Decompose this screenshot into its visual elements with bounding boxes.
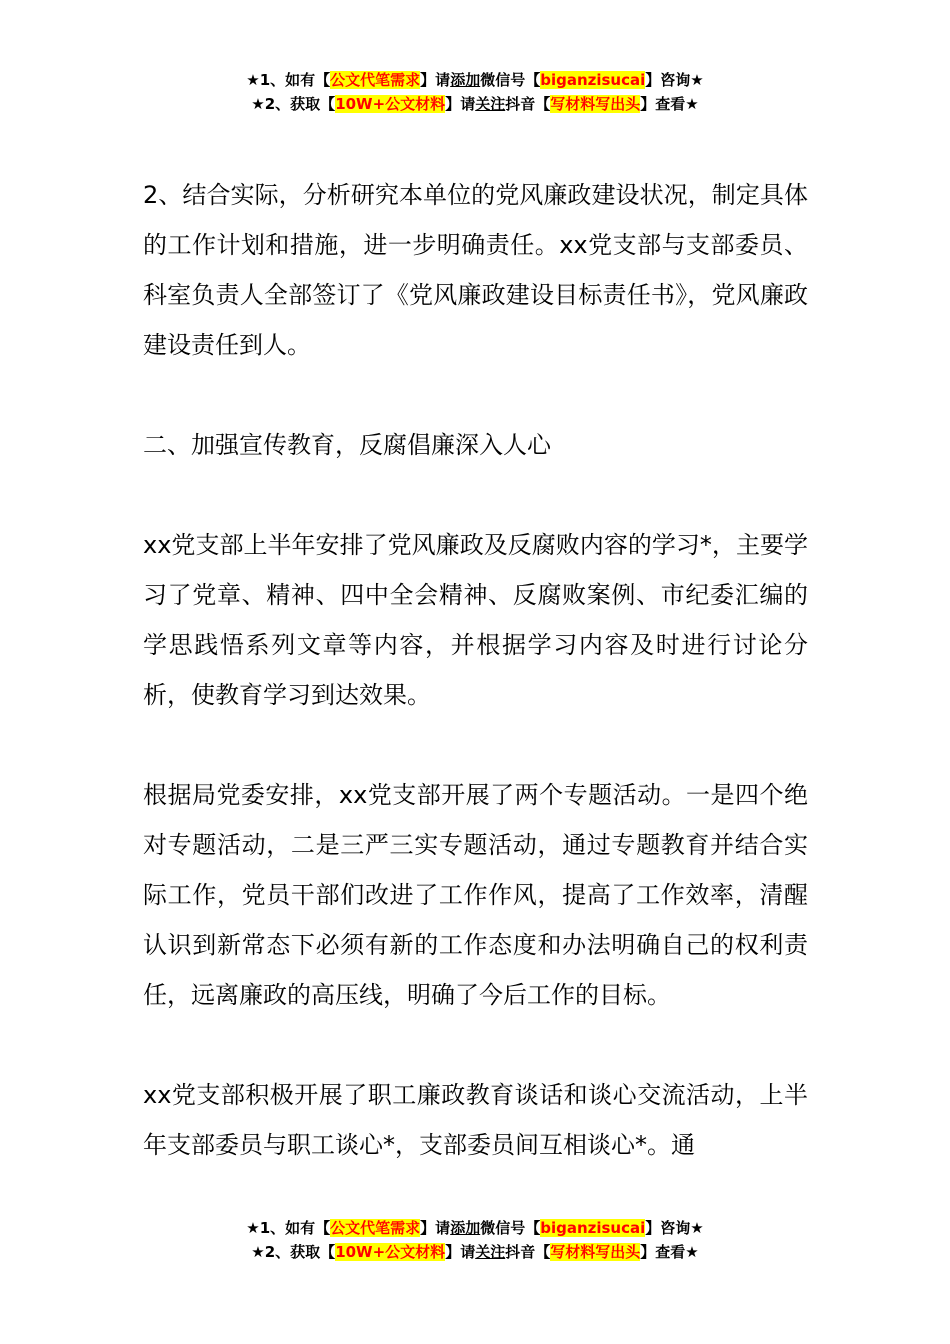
footer-banner xyxy=(0,1216,950,1264)
footer-line-2-mid2: 抖音【 xyxy=(505,1243,551,1261)
header-line-1 xyxy=(0,68,950,92)
paragraph-talks: xx党支部积极开展了职工廉政教育谈话和谈心交流活动，上半年支部委员与职工谈心*，支部委员间互相谈心*。通 xyxy=(143,1081,808,1159)
footer-line-2-prefix: ★2、获取【 xyxy=(251,1243,336,1261)
header-line-1-highlight-service: 公文代笔需求 xyxy=(330,71,421,89)
header-line-1-suffix: 】咨询★ xyxy=(645,71,704,89)
header-banner xyxy=(0,68,950,116)
header-line-2-mid2: 抖音【 xyxy=(505,95,551,113)
header-line-1-mid2: 微信号【 xyxy=(480,71,541,89)
header-line-2-highlight-douyin: 写材料写出头 xyxy=(550,95,641,113)
header-line-2-mid: 】请 xyxy=(445,95,476,113)
header-line-1-emphasis: 添加 xyxy=(450,71,481,89)
section-heading-education: 二、加强宣传教育，反腐倡廉深入人心 xyxy=(143,431,551,459)
header-line-1-mid: 】请 xyxy=(420,71,451,89)
footer-line-1-highlight-wechat: biganzisucai xyxy=(540,1219,646,1237)
footer-line-1-highlight-service: 公文代笔需求 xyxy=(330,1219,421,1237)
header-line-1-highlight-wechat: biganzisucai xyxy=(540,71,646,89)
footer-line-1 xyxy=(0,1216,950,1240)
header-line-2 xyxy=(0,92,950,116)
paragraph-responsibility: 2、结合实际，分析研究本单位的党风廉政建设状况，制定具体的工作计划和措施，进一步明确责任。xx党支部与支部委员、科室负责人全部签订了《党风廉政建设目标责任书》，党风廉政建设责任到人。 xyxy=(143,181,808,359)
footer-line-1-suffix: 】咨询★ xyxy=(645,1219,704,1237)
header-line-2-emphasis: 关注 xyxy=(475,95,506,113)
paragraph-special-activities: 根据局党委安排，xx党支部开展了两个专题活动。一是四个绝对专题活动，二是三严三实专题活动，通过专题教育并结合实际工作，党员干部们改进了工作作风，提高了工作效率，清醒认识到新常态下必须有新的工作态度和办法明确自己的权利责任，远离廉政的高压线，明确了今后工作的目标。 xyxy=(143,781,808,1009)
paragraph-study: xx党支部上半年安排了党风廉政及反腐败内容的学习*，主要学习了党章、精神、四中全会精神、反腐败案例、市纪委汇编的学思践悟系列文章等内容，并根据学习内容及时进行讨论分析，使教育学习到达效果。 xyxy=(143,531,808,709)
header-line-2-highlight-materials: 10W+公文材料 xyxy=(335,95,446,113)
footer-line-1-emphasis: 添加 xyxy=(450,1219,481,1237)
footer-line-2-mid: 】请 xyxy=(445,1243,476,1261)
footer-line-2-highlight-materials: 10W+公文材料 xyxy=(335,1243,446,1261)
footer-line-2-highlight-douyin: 写材料写出头 xyxy=(550,1243,641,1261)
document-body xyxy=(143,170,808,1220)
header-line-1-prefix: ★1、如有【 xyxy=(246,71,331,89)
header-line-2-prefix: ★2、获取【 xyxy=(251,95,336,113)
footer-line-1-mid2: 微信号【 xyxy=(480,1219,541,1237)
footer-line-2-suffix: 】查看★ xyxy=(640,1243,699,1261)
header-line-2-suffix: 】查看★ xyxy=(640,95,699,113)
footer-line-2 xyxy=(0,1240,950,1264)
footer-line-1-prefix: ★1、如有【 xyxy=(246,1219,331,1237)
footer-line-1-mid: 】请 xyxy=(420,1219,451,1237)
footer-line-2-emphasis: 关注 xyxy=(475,1243,506,1261)
